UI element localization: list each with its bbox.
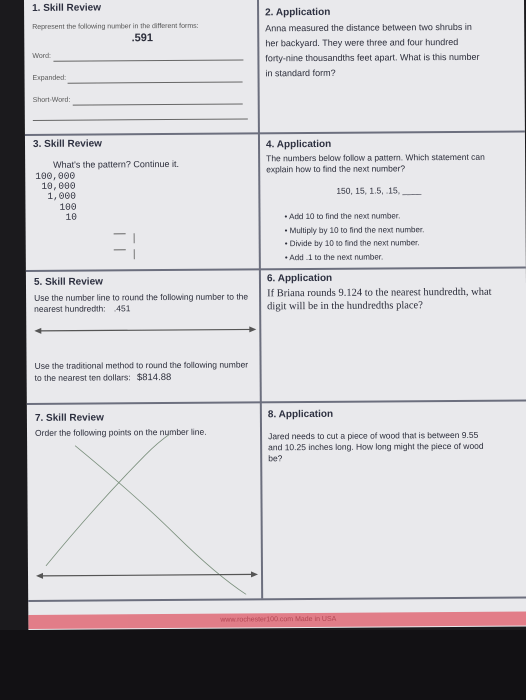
section-5-number: .451 <box>113 303 131 314</box>
section-7 <box>35 410 258 597</box>
section-5-prompt-2-text: Use the traditional method to round the following number to the nearest ten dollars: <box>34 359 249 383</box>
section-6-title: 6. Application <box>266 272 333 285</box>
pattern-mark <box>134 233 135 243</box>
section-4-options <box>284 210 491 264</box>
pattern-term: 1,000 <box>47 191 76 203</box>
word-label: Word: <box>32 52 51 60</box>
section-2-title: 2. Application <box>265 6 331 19</box>
section-5-amount: $814.88 <box>136 371 172 384</box>
option-4[interactable]: • Add .1 to the next number. <box>285 250 492 263</box>
extra-blank[interactable] <box>33 118 248 121</box>
rounding-number-line[interactable] <box>34 322 256 340</box>
word-field <box>32 50 252 62</box>
section-8-title: 8. Application <box>267 408 334 421</box>
expanded-field <box>33 72 253 84</box>
row-divider-3 <box>27 399 526 404</box>
pattern-mark <box>134 249 135 259</box>
section-1-prompt: Represent the following number in the different forms: <box>32 22 199 31</box>
pattern-term: 100 <box>59 201 77 213</box>
section-1-title: 1. Skill Review <box>32 2 102 14</box>
section-1 <box>32 0 253 121</box>
footer-text: www.rochester100.com Made in USA <box>220 615 337 624</box>
section-1-number: .591 <box>131 31 154 44</box>
short-word-field <box>33 94 253 106</box>
section-6 <box>267 271 492 314</box>
pattern-blank-2[interactable] <box>114 249 126 250</box>
section-4-title: 4. Application <box>265 138 332 151</box>
section-5 <box>34 274 257 385</box>
expanded-label: Expanded: <box>32 74 67 82</box>
column-divider <box>257 0 263 598</box>
background-shadow <box>0 630 526 700</box>
option-3[interactable]: • Divide by 10 to find the next number. <box>285 237 492 250</box>
section-4 <box>266 137 492 266</box>
section-5-prompt <box>34 291 256 315</box>
row-divider-1 <box>25 131 525 136</box>
section-3-prompt: What's the pattern? Continue it. <box>53 158 179 170</box>
section-8-text: Jared needs to cut a piece of wood that is between 9.55 and 10.25 inches long. How long might the piece of wood be? <box>268 429 484 463</box>
option-2[interactable]: • Multiply by 10 to find the next number. <box>285 223 492 236</box>
section-7-title: 7. Skill Review <box>34 412 104 424</box>
section-5-title: 5. Skill Review <box>33 276 103 288</box>
pattern-blank-1[interactable] <box>114 233 126 234</box>
section-5-prompt-2 <box>35 360 257 386</box>
section-4-sequence: 150, 15, 1.5, .15, ____ <box>336 184 422 196</box>
section-4-text: The numbers below follow a pattern. Which statement can explain how to find the next number? <box>266 151 485 174</box>
ordering-number-line[interactable] <box>35 434 258 596</box>
section-2-text: Anna measured the distance between two shrubs in her backyard. They were three and four hundred forty-nine thousandths feet apart. What is this number in standard form? <box>265 21 480 79</box>
section-3-title: 3. Skill Review <box>32 138 102 150</box>
pattern-list <box>35 170 253 224</box>
option-1[interactable]: • Add 10 to find the next number. <box>284 210 491 223</box>
word-blank[interactable] <box>53 59 243 61</box>
short-word-label: Short-Word: <box>32 96 71 104</box>
row-divider-4 <box>28 596 526 601</box>
footer-strip <box>28 611 526 628</box>
section-3 <box>33 136 254 223</box>
pattern-term: 100,000 <box>35 170 76 182</box>
section-2 <box>265 5 481 82</box>
worksheet <box>24 0 526 630</box>
short-word-blank[interactable] <box>72 103 242 105</box>
section-6-text: If Briana rounds 9.124 to the nearest hundredth, what digit will be in the hundredths place? <box>267 286 492 313</box>
section-5-prompt-text: Use the number line to round the following number to the nearest hundredth: <box>34 290 249 314</box>
expanded-blank[interactable] <box>68 81 243 83</box>
pattern-term: 10 <box>65 211 77 224</box>
section-8 <box>268 407 493 464</box>
section-7-prompt: Order the following points on the number line. <box>34 426 207 438</box>
pattern-term: 10,000 <box>41 180 76 192</box>
